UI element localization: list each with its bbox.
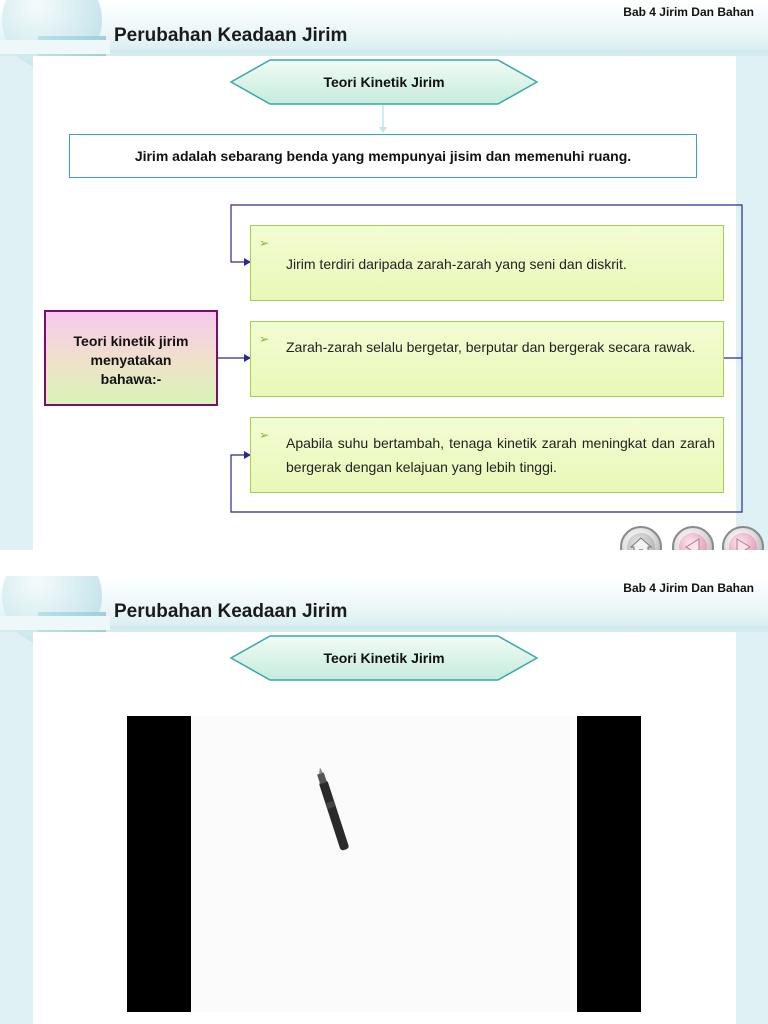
next-button-face <box>729 533 757 550</box>
theory-point-text: Zarah-zarah selalu bergetar, berputar dan bergerak secara rawak. <box>286 339 696 355</box>
slide-title: Perubahan Keadaan Jirim <box>114 601 348 622</box>
pen-icon <box>191 716 577 1012</box>
bullet-arrow-icon: ➢ <box>259 236 270 250</box>
theory-point-2 <box>250 321 724 397</box>
chapter-label: Bab 4 Jirim Dan Bahan <box>623 581 754 595</box>
statement-line-2: menyatakan <box>90 352 172 368</box>
statement-line-3: bahawa:- <box>100 371 162 387</box>
theory-point-3 <box>250 417 724 493</box>
statement-line-1: Teori kinetik jirim <box>73 333 189 349</box>
home-button-face <box>627 533 655 550</box>
topic-hexagon-label: Teori Kinetik Jirim <box>323 74 445 90</box>
theory-point-text: Apabila suhu bertambah, tenaga kinetik zarah meningkat dan zarah bergerak dengan kelajuan yang lebih tinggi. <box>286 435 715 475</box>
slide-2 <box>0 576 768 1024</box>
bullet-arrow-icon: ➢ <box>259 428 270 442</box>
topic-hexagon-label: Teori Kinetik Jirim <box>323 650 445 666</box>
definition-box: Jirim adalah sebarang benda yang mempunyai jisim dan memenuhi ruang. <box>69 134 697 178</box>
theory-point-1 <box>250 225 724 301</box>
slide-title: Perubahan Keadaan Jirim <box>114 25 348 46</box>
bullet-arrow-icon: ➢ <box>259 332 270 346</box>
arrow-right-icon <box>729 533 757 550</box>
chapter-label: Bab 4 Jirim Dan Bahan <box>623 5 754 19</box>
topic-hexagon <box>230 635 538 681</box>
home-icon <box>627 533 655 550</box>
previous-button-face <box>679 533 707 550</box>
statement-box <box>44 310 218 406</box>
header-stripe <box>100 626 768 629</box>
arrow-left-icon <box>679 533 707 550</box>
video-player[interactable] <box>127 716 641 1012</box>
video-letterbox-right <box>577 716 641 1012</box>
video-frame <box>191 716 577 1012</box>
theory-point-text: Jirim terdiri daripada zarah-zarah yang seni dan diskrit. <box>286 256 627 272</box>
video-letterbox-left <box>127 716 191 1012</box>
logo-cut <box>0 616 110 630</box>
